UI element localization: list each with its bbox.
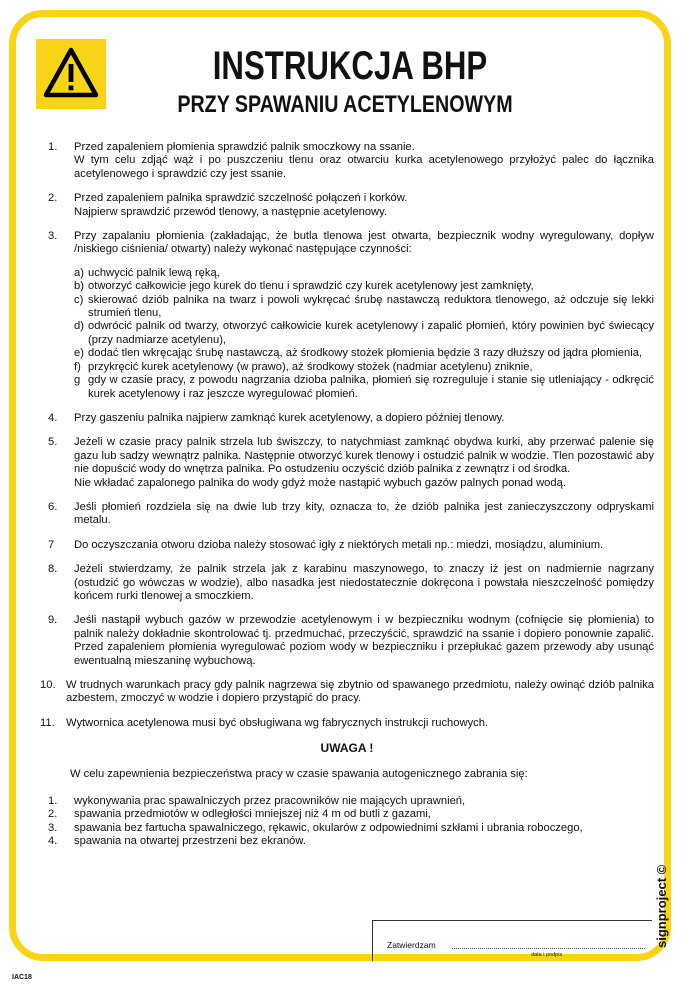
list-item	[40, 539, 654, 552]
ban-number: 4.	[48, 835, 58, 848]
sub-text: odwrócić palnik od twarzy, otworzyć całkowicie kurek acetylenowy i zapalić płomień, który powinien być świecący (przy nadmiarze acetylenu),	[88, 320, 654, 346]
warning-intro: W celu zapewnienia bezpieczeństwa pracy w czasie spawania autogenicznego zabrania się:	[70, 767, 528, 780]
list-item	[40, 412, 654, 425]
warning-triangle-icon	[36, 39, 106, 109]
item-text	[74, 141, 654, 181]
sub-item	[74, 267, 654, 280]
instruction-content	[40, 141, 654, 849]
item-text: Jeśli nastąpił wybuch gazów w przewodzie acetylenowym i w bezpieczniku wodnym (cofnięcie się płomienia) to palnik należy dokładnie skontrolować tj. przedmuchać, przeczyścić, sprawdzić na ssanie i dopiero ponownie zapalić. Przed zapaleniem płomienia wyregulować poziom wody w bezpieczniku i przepłukać gazem przewody aby usunąć ewentualną mieszaninę wybuchową.	[74, 614, 654, 667]
signature-box	[372, 920, 652, 961]
sub-text: dodać tlen wkręcając śrubę nastawczą, aż środkowy stożek płomienia będzie 3 razy dłuższy od jądra płomienia,	[88, 347, 643, 360]
sub-letter: a)	[74, 266, 84, 279]
sub-list	[74, 267, 654, 401]
item-number: 2.	[48, 192, 58, 205]
ban-item	[40, 808, 654, 821]
ban-item	[40, 795, 654, 808]
item-text: W trudnych warunkach pracy gdy palnik nagrzewa się zbytnio od spawanego przedmiotu, należy owinąć dziób palnika azbestem, zmoczyć w wodzie i dopiero przystąpić do pracy.	[66, 679, 654, 705]
list-item	[40, 563, 654, 603]
item-text: Wytwornica acetylenowa musi być obsługiwana wg fabrycznych instrukcji ruchowych.	[66, 716, 489, 729]
item-number: 8.	[48, 563, 58, 576]
sub-letter: b)	[74, 280, 84, 293]
sub-text: skierować dziób palnika na twarz i powoli wykręcać śrubę nastawczą reduktora tlenowego, aż odczuje się lekki strumień tlenu,	[88, 293, 654, 320]
list-item	[40, 436, 654, 490]
item-number: 7	[48, 538, 55, 551]
ban-number: 2.	[48, 808, 58, 821]
list-item	[40, 192, 654, 219]
item-number: 4.	[48, 411, 58, 424]
page-title: INSTRUKCJA BHP	[212, 44, 488, 88]
item-text: Jeżeli stwierdzamy, że palnik strzela jak z karabinu maszynowego, to znaczy iż jest on nadmiernie nagrzany (ostudzić go wówczas w wodzie), albo nasadka jest niedostatecznie dokręcona i powstała nieszczelność pomiędzy końcem rurki tlenowej a smoczkiem.	[74, 563, 654, 602]
item-number: 11.	[40, 716, 55, 729]
signature-line[interactable]	[452, 948, 645, 949]
item-text-part: Przed zapaleniem płomienia sprawdzić palnik smoczkowy na ssanie. W tym celu zdjąć wąż i po puszczeniu tlenu oraz otwarciu kurka acetylenowego przyłożyć palec do łącznika acetylenowego i sprawdzić czy jest ssanie.	[74, 141, 654, 180]
signature-label: Zatwierdzam	[387, 940, 436, 950]
sub-item	[74, 347, 654, 360]
sub-text: otworzyć całkowicie jego kurek do tlenu i sprawdzić czy kurek acetylenowy jest zamknięty,	[88, 280, 534, 293]
sub-letter: e)	[74, 347, 84, 360]
sub-item	[74, 320, 654, 347]
sign-code: IAC18	[12, 974, 32, 981]
item-number: 6.	[48, 500, 58, 513]
signature-note: data i podpis	[531, 952, 563, 958]
sub-item	[74, 294, 654, 321]
sub-text: gdy w czasie pracy, z powodu nagrzania dzioba palnika, płomień się rozreguluje i stanie się utleniający - odkręcić kurek acetylenowy i raz jeszcze wyregulować płomień.	[88, 374, 654, 400]
ban-text: spawania bez fartucha spawalniczego, rękawic, okularów z odpowiednimi szkłami i ubrania roboczego,	[74, 821, 583, 834]
item-text-part: Przy zapalaniu płomienia (zakładając, że butla tlenowa jest otwarta, bezpiecznik wodny wyregulowany, dopływ /niskiego ciśnienia/ otwarty) należy wykonać następujące czynności:	[74, 230, 654, 256]
item-number: 3.	[48, 230, 58, 243]
list-item	[40, 679, 654, 706]
item-text: Jeśli płomień rozdziela się na dwie lub trzy kity, oznacza to, że dziób palnika jest zanieczyszczony odpryskami metalu.	[74, 500, 654, 527]
item-text: Do oczyszczania otworu dzioba należy stosować igły z niektórych metali np.: miedzi, mosiądzu, aluminium.	[74, 538, 604, 551]
sub-item	[74, 361, 654, 374]
item-number: 1.	[48, 141, 58, 153]
warning-heading: UWAGA !	[320, 741, 374, 756]
sub-letter: g	[74, 374, 81, 387]
ban-text: wykonywania prac spawalniczych przez pracowników nie mających uprawnień,	[74, 795, 466, 808]
ban-item	[40, 835, 654, 848]
list-item	[40, 141, 654, 181]
item-text: Przy gaszeniu palnika najpierw zamknąć kurek acetylenowy, a dopiero później tlenowy.	[74, 411, 505, 424]
sub-item	[74, 374, 654, 401]
list-item	[40, 501, 654, 528]
list-item	[40, 717, 654, 730]
ban-item	[40, 822, 654, 835]
brand-logo: signproject ©	[654, 864, 669, 948]
sub-text: przykręcić kurek acetylenowy (w prawo), aż środkowy stożek (nadmiar acetylenu) zniknie,	[88, 360, 533, 373]
ban-number: 3.	[48, 821, 58, 834]
item-number: 10.	[40, 679, 56, 691]
sub-letter: f)	[74, 360, 81, 373]
page-subtitle: PRZY SPAWANIU ACETYLENOWYM	[177, 91, 513, 118]
list-item	[40, 614, 654, 668]
list-item	[40, 230, 654, 401]
item-text: Jeżeli w czasie pracy palnik strzela lub świszczy, to natychmiast zamknąć obydwa kurki, aby przerwać palenie się gazu lub sadzy wewnątrz palnika. Następnie otworzyć kurek tlenowy i ostudzić palnik w wodzie. Tlen pozostawić aby nie dopuścić wody do wnętrza palnika. Po ostudzeniu oczyścić dziób palnika z zewnątrz i od środka. Nie wkładać zapalonego palnika do wody gdyż może nastąpić wybuch gazów palnych ponad wodą.	[74, 436, 654, 489]
item-text: Przed zapaleniem palnika sprawdzić szczelność połączeń i korków. Najpierw sprawdzić przewód tlenowy, a następnie acetylenowy.	[74, 192, 408, 218]
ban-number: 1.	[48, 795, 58, 808]
sub-letter: c)	[74, 293, 84, 306]
item-number: 9.	[48, 614, 58, 627]
sub-text: uchwycić palnik lewą ręką,	[88, 266, 220, 279]
item-text	[74, 230, 654, 401]
ban-text: spawania na otwartej przestrzeni bez ekranów.	[74, 835, 306, 848]
sub-item	[74, 280, 654, 293]
sub-letter: d)	[74, 320, 84, 333]
ban-text: spawania przedmiotów w odległości mniejszej niż 4 m od butli z gazami,	[74, 808, 431, 821]
item-number: 5.	[48, 436, 58, 449]
